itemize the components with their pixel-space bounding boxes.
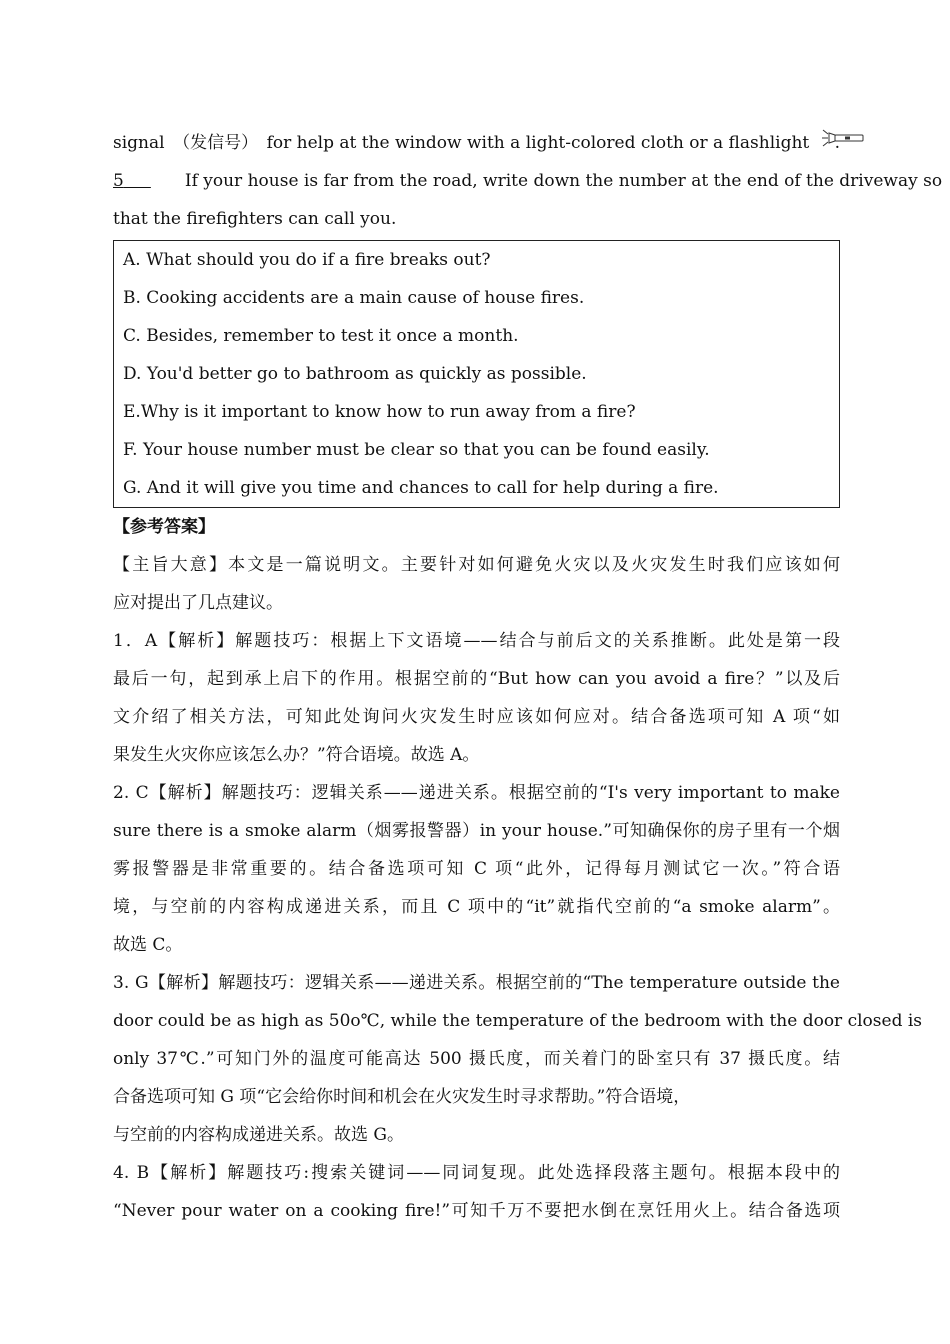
q2-line-1: 2. C【解析】解题技巧：逻辑关系——递进关系。根据空前的“I's very important to make <box>113 783 840 803</box>
option-e: E.Why is it important to know how to run away from a fire? <box>123 402 636 422</box>
option-a: A. What should you do if a fire breaks out? <box>123 250 491 270</box>
q4-line-1: 4. B【解析】解题技巧:搜索关键词——同词复现。此处选择段落主题句。根据本段中的 <box>113 1163 840 1183</box>
passage-line-2 <box>113 162 943 200</box>
passage-text: signal （发信号） for help at the window with a light-colored cloth or a flashlight <box>113 133 810 153</box>
blank-5-number: 5 <box>113 171 124 191</box>
option-c: C. Besides, remember to test it once a month. <box>123 326 519 346</box>
blank-5 <box>113 171 151 191</box>
q1-line-2: 最后一句，起到承上启下的作用。根据空前的“But how can you avoid a fire？”以及后 <box>113 669 840 689</box>
option-d: D. You'd better go to bathroom as quickly as possible. <box>123 364 587 384</box>
q3-line-5: 与空前的内容构成递进关系。故选 G。 <box>113 1125 404 1145</box>
q4-line-2: “Never pour water on a cooking fire!”可知千万不要把水倒在烹饪用火上。结合备选项 <box>113 1201 840 1221</box>
q1-line-4: 果发生火灾你应该怎么办？”符合语境。故选 A。 <box>113 745 480 765</box>
passage-text: If your house is far from the road, write down the number at the end of the driveway so <box>150 171 943 191</box>
summary-line-1: 【主旨大意】本文是一篇说明文。主要针对如何避免火灾以及火灾发生时我们应该如何 <box>113 555 840 575</box>
option-g: G. And it will give you time and chances to call for help during a fire. <box>123 478 719 498</box>
q2-line-3: 雾报警器是非常重要的。结合备选项可知 C 项“此外，记得每月测试它一次。”符合语 <box>113 859 840 879</box>
q1-line-3: 文介绍了相关方法，可知此处询问火灾发生时应该如何应对。结合备选项可知 A 项“如 <box>113 707 840 727</box>
flashlight-icon <box>821 125 867 163</box>
q3-line-1: 3. G【解析】解题技巧：逻辑关系——递进关系。根据空前的“The temperature outside the <box>113 973 840 993</box>
q3-line-3: only 37℃.”可知门外的温度可能高达 500 摄氏度，而关着门的卧室只有 37 摄氏度。结 <box>113 1049 840 1069</box>
answer-heading: 【参考答案】 <box>113 517 215 537</box>
q2-line-4: 境，与空前的内容构成递进关系，而且 C 项中的“it”就指代空前的“a smoke alarm”。 <box>113 897 840 917</box>
q3-line-2: door could be as high as 50o℃, while the temperature of the bedroom with the door closed is <box>113 1011 923 1031</box>
options-box <box>113 240 840 508</box>
q2-line-5: 故选 C。 <box>113 935 183 955</box>
q1-line-1: 1．A【解析】解题技巧：根据上下文语境——结合与前后文的关系推断。此处是第一段 <box>113 631 840 651</box>
q3-line-4: 合备选项可知 G 项“它会给你时间和机会在火灾发生时寻求帮助。”符合语境， <box>113 1087 691 1107</box>
summary-line-2: 应对提出了几点建议。 <box>113 593 283 613</box>
document-page <box>113 124 943 1230</box>
q2-line-2: sure there is a smoke alarm（烟雾报警器）in your house.”可知确保你的房子里有一个烟 <box>113 821 840 841</box>
option-f: F. Your house number must be clear so that you can be found easily. <box>123 440 710 460</box>
period: . <box>834 133 840 153</box>
option-b: B. Cooking accidents are a main cause of house fires. <box>123 288 585 308</box>
passage-line-1 <box>113 124 840 162</box>
passage-line-3: that the firefighters can call you. <box>113 209 397 229</box>
